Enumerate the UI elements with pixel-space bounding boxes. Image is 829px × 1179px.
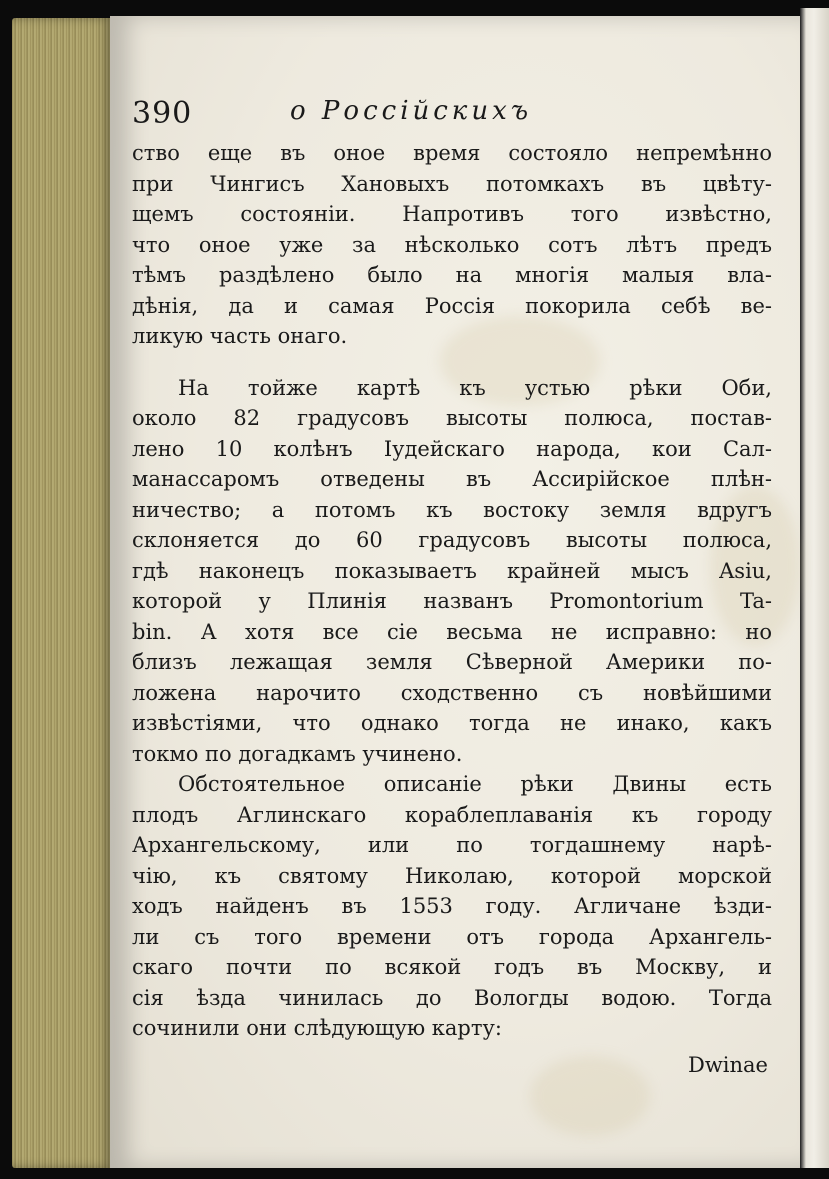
facing-page-edge	[800, 8, 829, 1168]
text-line: склоняется до 60 градусовъ высоты полюса,	[132, 528, 772, 552]
text-line: Обстоятельное описаніе рѣки Двины есть	[178, 772, 772, 796]
text-line: тѣмъ раздѣлено было на многія малыя вла-	[132, 263, 772, 287]
text-line: лено 10 колѣнъ Іудейскаго народа, кои Сал-	[132, 436, 772, 461]
page-number: 390	[132, 96, 193, 131]
text-line: которой у Плинія названъ Promontorium Ta-	[132, 589, 772, 613]
paragraph	[132, 138, 772, 352]
text-line: что оное уже за нѣсколько сотъ лѣтъ предъ	[132, 232, 772, 257]
text-line: На тойже картѣ къ устью рѣки Оби,	[178, 375, 772, 400]
text-line: около 82 градусовъ высоты полюса, постав-	[132, 406, 772, 430]
page-text	[132, 92, 772, 1080]
text-line: bin. А хотя все сіе весьма не исправно: но	[132, 619, 772, 644]
text-line: Архангельскому, или по тогдашнему нарѣ-	[132, 833, 772, 857]
text-line: извѣстіями, что однако тогда не инако, какъ	[132, 711, 772, 735]
text-line: щемъ состояніи. Напротивъ того извѣстно,	[132, 202, 772, 226]
text-line: токмо по догадкамъ учинено.	[132, 741, 463, 766]
paragraph	[132, 373, 772, 770]
text-line: ничество; а потомъ къ востоку земля вдругъ	[132, 497, 772, 522]
text-line: ходъ найденъ въ 1553 году. Агличане ѣзди-	[132, 894, 772, 918]
text-line: близъ лежащая земля Сѣверной Америки по-	[132, 650, 772, 674]
text-line: ложена нарочито сходственно съ новѣйшими	[132, 680, 772, 705]
text-line: дѣнія, да и самая Россія покорила себѣ ве-	[132, 293, 772, 318]
text-line: сія ѣзда чинилась до Вологды водою. Тогда	[132, 985, 772, 1010]
text-line: гдѣ наконецъ показываетъ крайней мысъ Asiu,	[132, 558, 772, 583]
text-line: сочинили они слѣдующую карту:	[132, 1016, 502, 1040]
paragraph	[132, 769, 772, 1044]
text-line: чію, къ святому Николаю, которой морской	[132, 863, 772, 888]
catchword: Dwinae	[687, 1052, 768, 1077]
text-line: скаго почти по всякой годъ въ Москву, и	[132, 955, 772, 979]
text-line: при Чингисъ Хановыхъ потомкахъ въ цвѣту-	[132, 171, 772, 196]
page-header	[132, 92, 772, 138]
book-page-edges	[12, 18, 112, 1168]
text-line: ство еще въ оное время состояло непремѣнно	[132, 141, 772, 165]
running-title: о Россійскихъ	[290, 96, 533, 126]
text-line: ли съ того времени отъ города Архангель-	[132, 924, 772, 949]
text-line: ликую часть онаго.	[132, 324, 348, 348]
text-line: плодъ Аглинскаго кораблеплаванія къ городу	[132, 802, 772, 827]
text-line: манассаромъ отведены въ Ассирійское плѣн-	[132, 467, 772, 491]
